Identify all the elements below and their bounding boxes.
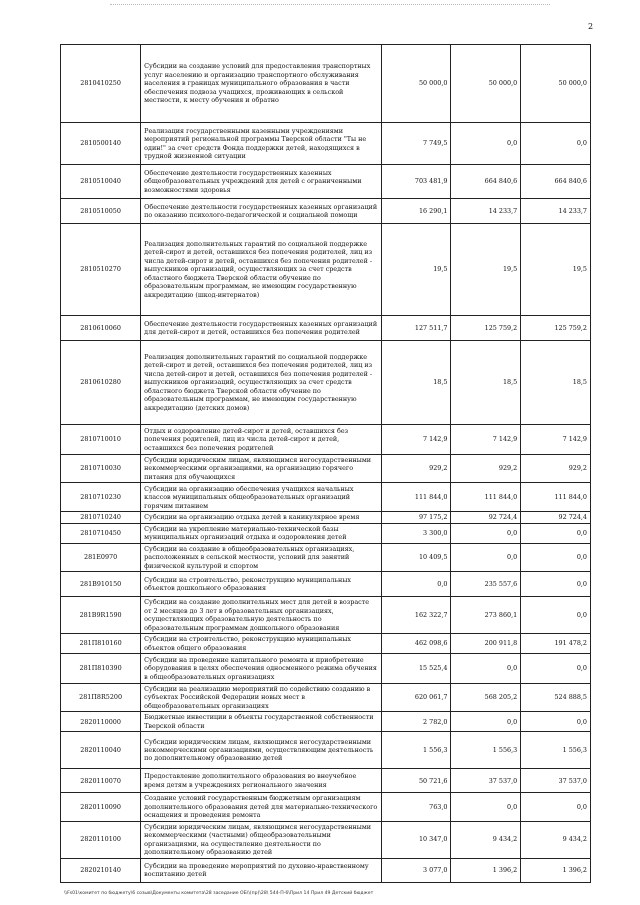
table-row	[61, 653, 591, 683]
description-cell: Субсидии юридическим лицам, являющимся негосударственными некоммерческими организациями, осуществляющим деятельность по дополнительному образованию детей	[141, 732, 382, 769]
amount-year2-cell: 0,0	[451, 653, 521, 683]
amount-year3-cell: 125 759,2	[521, 316, 591, 341]
code-cell: 281П8R5200	[61, 683, 141, 711]
table-row	[61, 45, 591, 123]
amount-year3-cell: 0,0	[521, 572, 591, 597]
description-cell: Обеспечение деятельности государственных казенных общеобразовательных учреждений для детей с ограниченными возможностями здоровья	[141, 165, 382, 199]
amount-year3-cell: 50 000,0	[521, 45, 591, 123]
amount-year1-cell: 462 098,6	[381, 634, 451, 654]
amount-year1-cell: 620 061,7	[381, 683, 451, 711]
amount-year3-cell: 18,5	[521, 341, 591, 425]
amount-year2-cell: 200 911,8	[451, 634, 521, 654]
amount-year1-cell: 162 322,7	[381, 597, 451, 634]
amount-year2-cell: 19,5	[451, 224, 521, 316]
amount-year1-cell: 10 347,0	[381, 821, 451, 858]
amount-year2-cell: 50 000,0	[451, 45, 521, 123]
table-row	[61, 483, 591, 512]
code-cell: 2810710030	[61, 455, 141, 483]
amount-year2-cell: 9 434,2	[451, 821, 521, 858]
table-row	[61, 683, 591, 711]
code-cell: 2810710010	[61, 425, 141, 455]
amount-year1-cell: 15 525,4	[381, 653, 451, 683]
code-cell: 2820110040	[61, 732, 141, 769]
description-cell: Реализация дополнительных гарантий по социальной поддержке детей-сирот и детей, оставшихся без попечения родителей, лиц из числа детей-сирот и детей, оставшихся без попечения родителей - выпускников организаций, осуществляющих за счет средств областного бюджета Тверской области обучение по образовательным программам, не имеющим государственную аккредитацию (детских домов)	[141, 341, 382, 425]
amount-year3-cell: 7 142,9	[521, 425, 591, 455]
table-row	[61, 572, 591, 597]
description-cell: Субсидии на строительство, реконструкцию муниципальных объектов общего образования	[141, 634, 382, 654]
amount-year2-cell: 14 233,7	[451, 199, 521, 224]
amount-year3-cell: 0,0	[521, 123, 591, 165]
table-row	[61, 425, 591, 455]
description-cell: Обеспечение деятельности государственных казенных организаций по оказанию психолого-педагогической и социальной помощи	[141, 199, 382, 224]
amount-year1-cell: 19,5	[381, 224, 451, 316]
code-cell: 2820110070	[61, 769, 141, 793]
amount-year1-cell: 3 300,0	[381, 523, 451, 543]
amount-year2-cell: 664 840,6	[451, 165, 521, 199]
table-row	[61, 858, 591, 882]
amount-year2-cell: 111 844,0	[451, 483, 521, 512]
amount-year1-cell: 2 782,0	[381, 712, 451, 732]
amount-year3-cell: 0,0	[521, 793, 591, 821]
amount-year1-cell: 7 749,5	[381, 123, 451, 165]
code-cell: 2810410250	[61, 45, 141, 123]
description-cell: Обеспечение деятельности государственных казенных организаций для детей-сирот и детей, оставшихся без попечения родителей	[141, 316, 382, 341]
description-cell: Субсидии на создание условий для предоставления транспортных услуг населению и организацию транспортного обслуживания населения в границах муниципального образования в части обеспечения подвоза учащихся, проживающих в сельской местности, к месту обучения и обратно	[141, 45, 382, 123]
amount-year1-cell: 763,0	[381, 793, 451, 821]
code-cell: 2810510270	[61, 224, 141, 316]
amount-year2-cell: 0,0	[451, 543, 521, 571]
amount-year2-cell: 568 205,2	[451, 683, 521, 711]
code-cell: 2810610060	[61, 316, 141, 341]
amount-year2-cell: 7 142,9	[451, 425, 521, 455]
amount-year3-cell: 1 556,3	[521, 732, 591, 769]
amount-year1-cell: 50 721,6	[381, 769, 451, 793]
code-cell: 2810710450	[61, 523, 141, 543]
amount-year3-cell: 929,2	[521, 455, 591, 483]
code-cell: 281П810390	[61, 653, 141, 683]
amount-year3-cell: 0,0	[521, 653, 591, 683]
description-cell: Субсидии на реализацию мероприятий по содействию созданию в субъектах Российской Федерации новых мест в общеобразовательных организациях	[141, 683, 382, 711]
amount-year3-cell: 0,0	[521, 597, 591, 634]
table-row	[61, 597, 591, 634]
code-cell: 281П810160	[61, 634, 141, 654]
code-cell: 2810710240	[61, 512, 141, 523]
code-cell: 2820110000	[61, 712, 141, 732]
description-cell: Субсидии на строительство, реконструкцию муниципальных объектов дошкольного образования	[141, 572, 382, 597]
amount-year2-cell: 235 557,6	[451, 572, 521, 597]
amount-year1-cell: 0,0	[381, 572, 451, 597]
amount-year2-cell: 37 537,0	[451, 769, 521, 793]
code-cell: 2810500140	[61, 123, 141, 165]
code-cell: 2810710230	[61, 483, 141, 512]
description-cell: Создание условий государственным бюджетным организациям дополнительного образования детей для материально-технического оснащения и проведения ремонта	[141, 793, 382, 821]
footer-path: \\Fs01\комитет по бюджету\6 созыв\Документы комитета\28 заседание ОБ\\(пр)\28\ 544-П-6\Прил 14 Прил 49 Детский бюджет	[64, 891, 374, 896]
code-cell: 2810510050	[61, 199, 141, 224]
table-row	[61, 341, 591, 425]
description-cell: Субсидии на проведение капитального ремонта и приобретение оборудования в целях обеспечения односменного режима обучения в общеобразовательных организациях	[141, 653, 382, 683]
amount-year3-cell: 19,5	[521, 224, 591, 316]
amount-year2-cell: 1 396,2	[451, 858, 521, 882]
code-cell: 2820210140	[61, 858, 141, 882]
amount-year1-cell: 10 409,5	[381, 543, 451, 571]
description-cell: Субсидии юридическим лицам, являющимся негосударственными некоммерческими (частными) общеобразовательными организациями, на осуществление деятельности по дополнительному образованию детей	[141, 821, 382, 858]
amount-year2-cell: 18,5	[451, 341, 521, 425]
amount-year1-cell: 97 175,2	[381, 512, 451, 523]
amount-year3-cell: 0,0	[521, 543, 591, 571]
scan-artifact-line	[110, 4, 550, 6]
amount-year1-cell: 1 556,3	[381, 732, 451, 769]
table-row	[61, 793, 591, 821]
code-cell: 2820110090	[61, 793, 141, 821]
description-cell: Реализация дополнительных гарантий по социальной поддержке детей-сирот и детей, оставшихся без попечения родителей, лиц из числа детей-сирот и детей, оставшихся без попечения родителей - выпускников организаций, осуществляющих за счет средств областного бюджета Тверской области обучение по образовательным программам, не имеющим государственную аккредитацию (шкод-интернатов)	[141, 224, 382, 316]
amount-year2-cell: 92 724,4	[451, 512, 521, 523]
amount-year3-cell: 37 537,0	[521, 769, 591, 793]
amount-year1-cell: 16 290,1	[381, 199, 451, 224]
description-cell: Предоставление дополнительного образования во внеучебное время детям в учреждениях регионального значения	[141, 769, 382, 793]
page-number: 2	[588, 22, 594, 31]
table-row	[61, 224, 591, 316]
code-cell: 281Е0970	[61, 543, 141, 571]
table-row	[61, 123, 591, 165]
amount-year1-cell: 929,2	[381, 455, 451, 483]
description-cell: Субсидии на организацию отдыха детей в каникулярное время	[141, 512, 382, 523]
amount-year1-cell: 127 511,7	[381, 316, 451, 341]
code-cell: 281В9R1590	[61, 597, 141, 634]
table-row	[61, 712, 591, 732]
amount-year1-cell: 50 000,0	[381, 45, 451, 123]
amount-year2-cell: 0,0	[451, 712, 521, 732]
amount-year3-cell: 9 434,2	[521, 821, 591, 858]
amount-year2-cell: 273 860,1	[451, 597, 521, 634]
description-cell: Субсидии на организацию обеспечения учащихся начальных классов муниципальных общеобразовательных организаций горячим питанием	[141, 483, 382, 512]
table-row	[61, 512, 591, 523]
description-cell: Реализация государственными казенными учреждениями мероприятий региональной программы Тверской области "Ты не один!" за счет средств Фонда поддержки детей, находящихся в трудной жизненной ситуации	[141, 123, 382, 165]
amount-year2-cell: 929,2	[451, 455, 521, 483]
description-cell: Субсидии на укрепление материально-технической базы муниципальных организаций отдыха и оздоровления детей	[141, 523, 382, 543]
description-cell: Субсидии на создание дополнительных мест для детей в возрасте от 2 месяцев до 3 лет в образовательных организациях, осуществляющих образовательную деятельность по образовательным программам дошкольного образования	[141, 597, 382, 634]
description-cell: Субсидии на проведение мероприятий по духовно-нравственному воспитанию детей	[141, 858, 382, 882]
budget-table	[60, 44, 591, 883]
table-row	[61, 455, 591, 483]
amount-year3-cell: 524 888,5	[521, 683, 591, 711]
table-row	[61, 543, 591, 571]
table-row	[61, 199, 591, 224]
table-row	[61, 821, 591, 858]
amount-year2-cell: 125 759,2	[451, 316, 521, 341]
amount-year1-cell: 111 844,0	[381, 483, 451, 512]
amount-year1-cell: 703 481,9	[381, 165, 451, 199]
table-row	[61, 769, 591, 793]
amount-year3-cell: 0,0	[521, 523, 591, 543]
table-row	[61, 523, 591, 543]
description-cell: Отдых и оздоровление детей-сирот и детей, оставшихся без попечения родителей, лиц из числа детей-сирот и детей, оставшихся без попечения родителей	[141, 425, 382, 455]
code-cell: 2810510040	[61, 165, 141, 199]
amount-year3-cell: 191 478,2	[521, 634, 591, 654]
table-row	[61, 634, 591, 654]
amount-year1-cell: 18,5	[381, 341, 451, 425]
amount-year3-cell: 92 724,4	[521, 512, 591, 523]
table-row	[61, 165, 591, 199]
amount-year2-cell: 1 556,3	[451, 732, 521, 769]
table-row	[61, 316, 591, 341]
amount-year3-cell: 111 844,0	[521, 483, 591, 512]
code-cell: 281В910150	[61, 572, 141, 597]
amount-year2-cell: 0,0	[451, 523, 521, 543]
amount-year3-cell: 664 840,6	[521, 165, 591, 199]
amount-year1-cell: 7 142,9	[381, 425, 451, 455]
amount-year2-cell: 0,0	[451, 123, 521, 165]
amount-year1-cell: 3 077,0	[381, 858, 451, 882]
description-cell: Субсидии юридическим лицам, являющимся негосударственными некоммерческими организациями, на организацию горячего питания для обучающихся	[141, 455, 382, 483]
amount-year3-cell: 14 233,7	[521, 199, 591, 224]
amount-year2-cell: 0,0	[451, 793, 521, 821]
budget-table-body	[61, 45, 591, 883]
description-cell: Субсидии на создание в общеобразовательных организациях, расположенных в сельской местности, условий для занятий физической культурой и спортом	[141, 543, 382, 571]
amount-year3-cell: 1 396,2	[521, 858, 591, 882]
table-row	[61, 732, 591, 769]
code-cell: 2810610280	[61, 341, 141, 425]
amount-year3-cell: 0,0	[521, 712, 591, 732]
description-cell: Бюджетные инвестиции в объекты государственной собственности Тверской области	[141, 712, 382, 732]
code-cell: 2820110100	[61, 821, 141, 858]
